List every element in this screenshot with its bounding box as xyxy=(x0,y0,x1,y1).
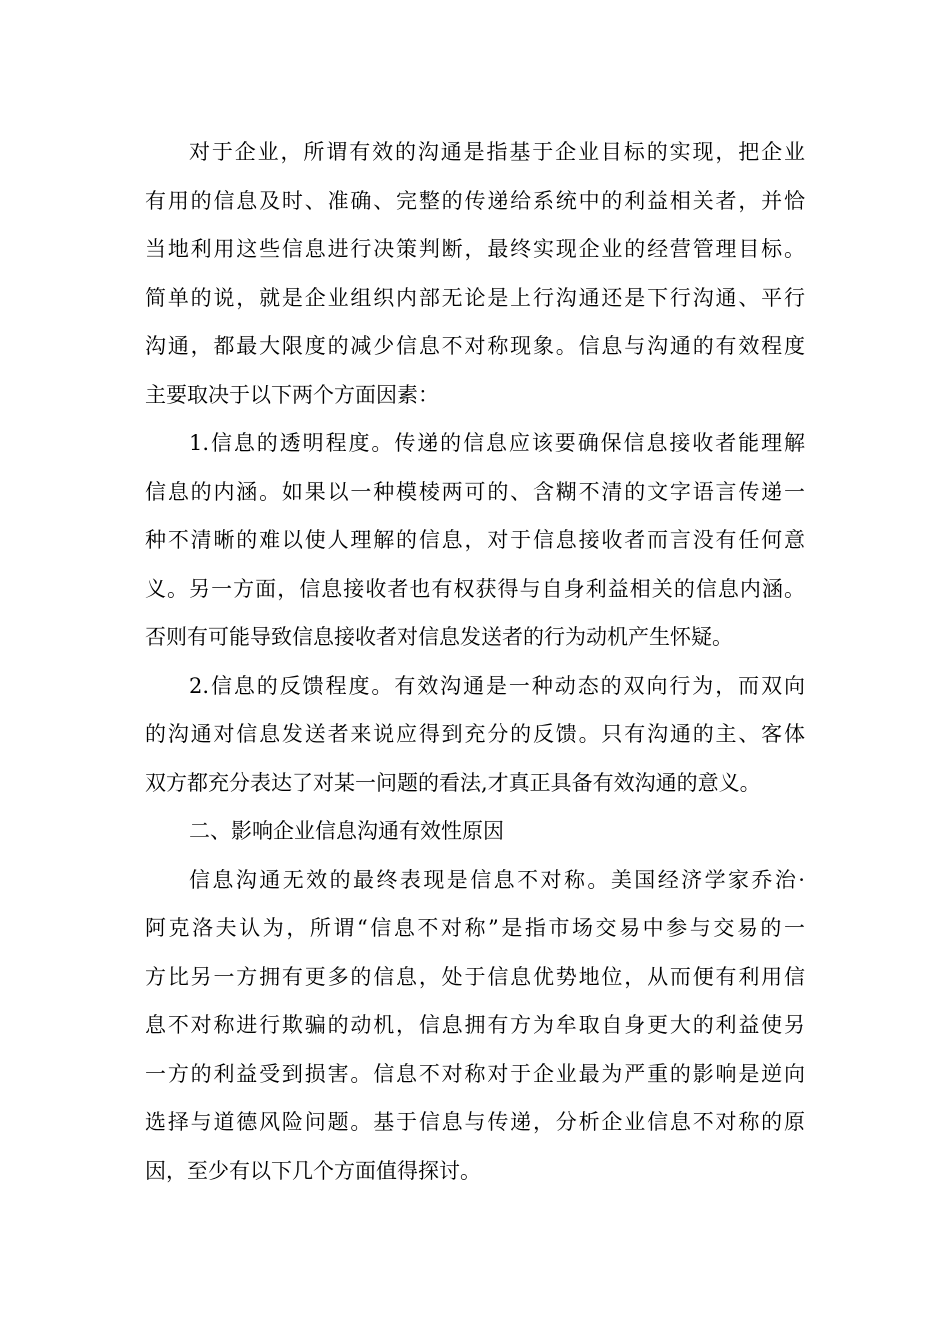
paragraph-line: 阿克洛夫认为，所谓“信息不对称”是指市场交易中参与交易的一 xyxy=(145,916,805,940)
paragraph-line: 沟通，都最大限度的减少信息不对称现象。信息与沟通的有效程度 xyxy=(145,334,805,358)
section-heading xyxy=(145,807,805,856)
paragraph-line: 简单的说，就是企业组织内部无论是上行沟通还是下行沟通、平行 xyxy=(145,285,805,310)
paragraph-line: 因，至少有以下几个方面值得探讨。 xyxy=(145,1158,481,1183)
paragraph-line: 息不对称进行欺骗的动机，信息拥有方为牟取自身更大的利益使另 xyxy=(145,1013,805,1037)
paragraph-line: 的沟通对信息发送者来说应得到充分的反馈。只有沟通的主、客体 xyxy=(145,722,805,746)
paragraph-line: 选择与道德风险问题。基于信息与传递，分析企业信息不对称的原 xyxy=(145,1110,805,1134)
paragraph-line: 信息沟通无效的最终表现是信息不对称。美国经济学家乔治· xyxy=(189,867,805,892)
paragraph-line: 双方都充分表达了对某一问题的看法,才真正具备有效沟通的意义。 xyxy=(145,770,761,795)
paragraph-effective-communication xyxy=(145,128,805,419)
paragraph-line: 当地利用这些信息进行决策判断，最终实现企业的经营管理目标。 xyxy=(145,237,805,261)
paragraph-line: 义。另一方面，信息接收者也有权获得与自身利益相关的信息内涵。 xyxy=(145,576,805,601)
paragraph-line: 一方的利益受到损害。信息不对称对于企业最为严重的影响是逆向 xyxy=(145,1061,805,1086)
section-heading-text: 二、影响企业信息沟通有效性原因 xyxy=(189,819,504,843)
paragraph-transparency xyxy=(145,419,805,662)
paragraph-feedback xyxy=(145,662,805,808)
paragraph-line: 有用的信息及时、准确、完整的传递给系统中的利益相关者，并恰 xyxy=(145,188,805,213)
paragraph-line: 2.信息的反馈程度。有效沟通是一种动态的双向行为，而双向 xyxy=(189,673,805,698)
paragraph-line: 种不清晰的难以使人理解的信息，对于信息接收者而言没有任何意 xyxy=(145,528,805,552)
document-body xyxy=(145,128,805,1195)
paragraph-line: 方比另一方拥有更多的信息，处于信息优势地位，从而便有利用信 xyxy=(145,964,805,989)
paragraph-information-asymmetry xyxy=(145,856,805,1196)
paragraph-line: 对于企业，所谓有效的沟通是指基于企业目标的实现，把企业 xyxy=(189,140,805,164)
paragraph-line: 信息的内涵。如果以一种模棱两可的、含糊不清的文字语言传递一 xyxy=(145,479,805,504)
paragraph-line: 主要取决于以下两个方面因素： xyxy=(145,382,439,407)
paragraph-line: 1.信息的透明程度。传递的信息应该要确保信息接收者能理解 xyxy=(189,431,805,455)
paragraph-line: 否则有可能导致信息接收者对信息发送者的行为动机产生怀疑。 xyxy=(145,625,733,649)
